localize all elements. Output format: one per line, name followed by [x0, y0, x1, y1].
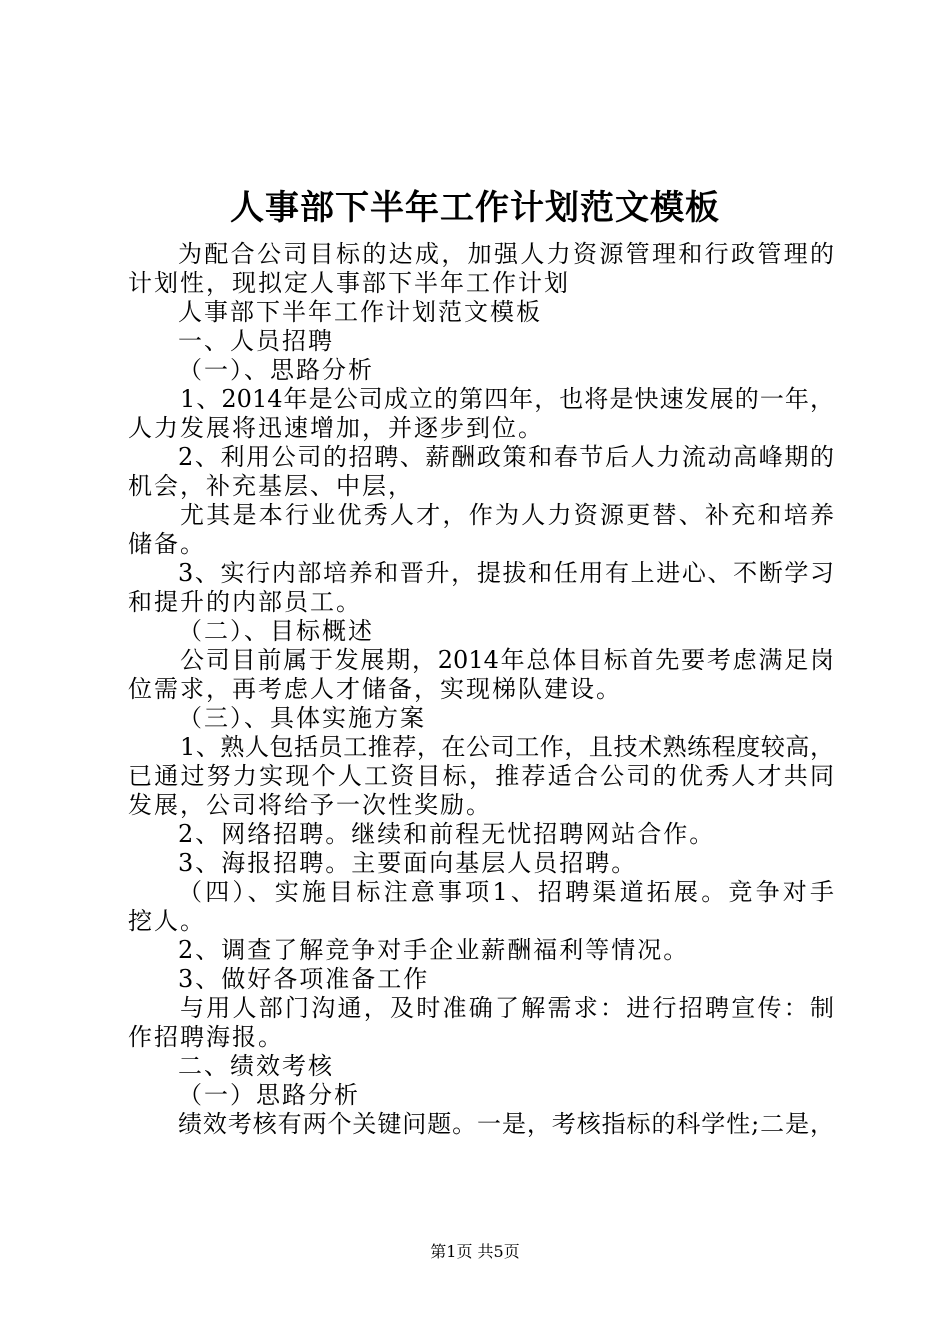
text-line: 2、网络招聘。继续和前程无忧招聘网站合作。: [178, 820, 716, 848]
text-line: （四）、实施目标注意事项1、招聘渠道拓展。竞争对手: [178, 878, 834, 906]
text-line: 3、做好各项准备工作: [178, 965, 430, 993]
text-line: 为配合公司目标的达成，加强人力资源管理和行政管理的: [178, 240, 834, 268]
text-line: 人力发展将迅速增加，并逐步到位。: [128, 414, 544, 442]
text-line: 一、人员招聘: [178, 327, 334, 355]
text-line: 已通过努力实现个人工资目标，推荐适合公司的优秀人才共同: [128, 762, 834, 790]
text-line: 挖人。: [128, 907, 206, 935]
text-line: 计划性，现拟定人事部下半年工作计划: [128, 269, 570, 297]
text-line: 2、利用公司的招聘、薪酬政策和春节后人力流动高峰期的: [178, 443, 834, 471]
text-line: 作招聘海报。: [128, 1023, 284, 1051]
text-line: 尤其是本行业优秀人才，作为人力资源更替、补充和培养: [180, 501, 834, 529]
text-line: 绩效考核有两个关键问题。一是，考核指标的科学性;二是，: [178, 1110, 834, 1138]
text-line: 二、绩效考核: [178, 1052, 334, 1080]
page-footer: 第1页 共5页: [430, 1242, 520, 1261]
document-title: 人事部下半年工作计划范文模板: [230, 188, 720, 228]
text-line: 3、海报招聘。主要面向基层人员招聘。: [178, 849, 638, 877]
text-line: 3、实行内部培养和晋升，提拔和任用有上进心、不断学习: [178, 559, 834, 587]
text-line: 位需求，再考虑人才储备，实现梯队建设。: [128, 675, 622, 703]
text-line: （二）、目标概述: [178, 617, 374, 645]
text-line: 发展，公司将给予一次性奖励。: [128, 791, 492, 819]
text-line: （一）、思路分析: [178, 356, 374, 384]
text-line: 和提升的内部员工。: [128, 588, 362, 616]
text-line: （一）思路分析: [178, 1081, 360, 1109]
text-line: 与用人部门沟通，及时准确了解需求：进行招聘宣传：制: [180, 994, 834, 1022]
text-line: 1、2014年是公司成立的第四年，也将是快速发展的一年，: [180, 385, 834, 413]
text-line: 人事部下半年工作计划范文模板: [178, 298, 542, 326]
text-line: 机会，补充基层、中层，: [128, 472, 414, 500]
text-line: 公司目前属于发展期，2014年总体目标首先要考虑满足岗: [180, 646, 834, 674]
document-body: [128, 240, 834, 1139]
text-line: 储备。: [128, 530, 206, 558]
text-line: 1、熟人包括员工推荐，在公司工作，且技术熟练程度较高，: [180, 733, 834, 761]
text-line: （三）、具体实施方案: [178, 704, 426, 732]
text-line: 2、调查了解竞争对手企业薪酬福利等情况。: [178, 936, 690, 964]
